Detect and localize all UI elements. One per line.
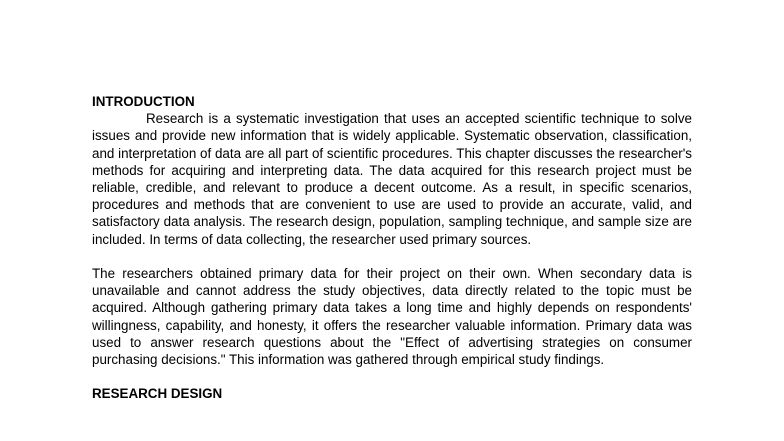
document-page <box>92 93 692 403</box>
section-heading-introduction: INTRODUCTION <box>92 94 195 109</box>
paragraph-spacer <box>92 368 692 385</box>
intro-paragraph-1: Research is a systematic investigation that uses an accepted scientific technique to solve issues and provide new information that is widely applicable. Systematic observation, classification, and interpretation of data are all part of scientific procedures. This chapter discusses the researcher's methods for acquiring and interpreting data. The data acquired for this research project must be reliable, credible, and relevant to produce a decent outcome. As a result, in specific scenarios, procedures and methods that are convenient to use are used to provide an accurate, valid, and satisfactory data analysis. The research design, population, sampling technique, and sample size are included. In terms of data collecting, the researcher used primary sources. <box>92 111 692 247</box>
paragraph-spacer <box>92 248 692 265</box>
section-heading-research-design: RESEARCH DESIGN <box>92 386 223 402</box>
intro-paragraph-2: The researchers obtained primary data for their project on their own. When secondary data is unavailable and cannot address the study objectives, data directly related to the topic must be acquired. Although gathering primary data takes a long time and highly depends on respondents' willingness, capability, and honesty, it offers the researcher valuable information. Primary data was used to answer research questions about the "Effect of advertising strategies on consumer purchasing decisions." This information was gathered through empirical study findings. <box>92 266 692 368</box>
